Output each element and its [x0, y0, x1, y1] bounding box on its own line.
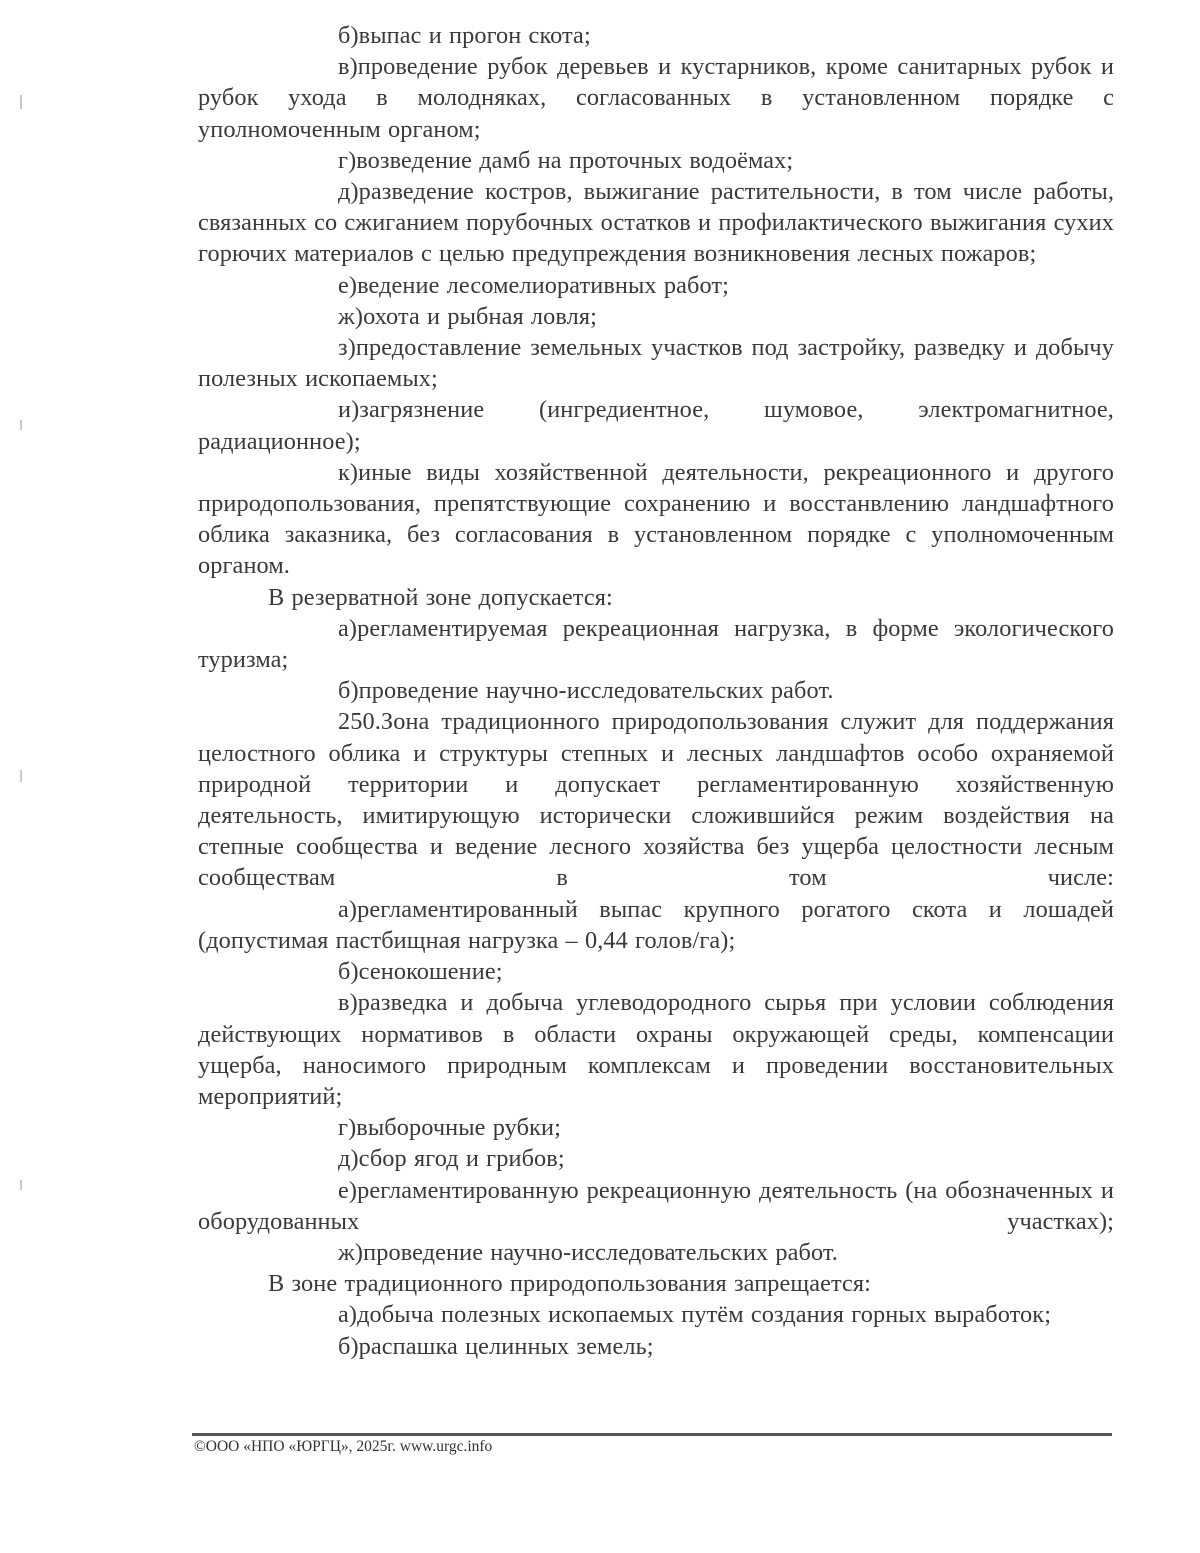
paragraph [198, 1331, 1114, 1362]
list-marker: з) [338, 334, 356, 362]
paragraph-text: распашка целинных земель; [358, 1332, 654, 1360]
paragraph-text: проведение рубок деревьев и кустарников, кроме санитарных рубок и рубок ухода в молодняках, согласованных в установленном порядке с уполномоченным органом; [198, 53, 1114, 143]
list-marker: ж) [338, 302, 364, 330]
paragraph [198, 332, 1114, 394]
paragraph [198, 706, 1114, 893]
list-marker: б) [338, 958, 359, 986]
list-marker: б) [338, 677, 359, 705]
paragraph [198, 145, 1114, 176]
paragraph [198, 457, 1114, 582]
paragraph-text: регламентированную рекреационную деятельность (на обозначенных и оборудованных участках); [198, 1176, 1114, 1235]
paragraph-text: предоставление земельных участков под застройку, разведку и добычу полезных ископаемых; [198, 334, 1114, 393]
paragraph-text: выборочные рубки; [356, 1114, 561, 1142]
list-marker: д) [338, 1145, 359, 1173]
list-marker: б) [338, 22, 359, 49]
list-marker: 250. [338, 708, 381, 736]
paragraph [198, 301, 1114, 332]
footer-copyright: ©ООО «НПО «ЮРГЦ», 2025г. www.urgc.info [194, 1438, 493, 1455]
document-body [198, 20, 1114, 1362]
scan-artifact [20, 95, 22, 109]
paragraph-text: возведение дамб на проточных водоёмах; [356, 146, 794, 174]
paragraph [198, 956, 1114, 987]
paragraph-text: регламентированный выпас крупного рогатого скота и лошадей (допустимая пастбищная нагрузка – 0,44 голов/га); [198, 895, 1114, 954]
scan-artifact [20, 770, 22, 782]
list-marker: е) [338, 1176, 358, 1204]
paragraph [198, 51, 1114, 145]
paragraph-text: выпас и прогон скота; [358, 22, 591, 49]
paragraph-text: сенокошение; [358, 958, 503, 986]
paragraph-text: проведение научно-исследовательских работ. [363, 1238, 838, 1266]
paragraph-text: Зона традиционного природопользования служит для поддержания целостного облика и структуры степных и лесных ландшафтов особо охраняемой природной территории и допускает регламентированную хозяйственную деятельность, имитирующую исторически сложившийся режим воздействия на степные сообщества и ведение лесного хозяйства без ущерба целостности лесным сообществам в том числе: [198, 708, 1114, 892]
paragraph-text: охота и рыбная ловля; [363, 302, 597, 330]
paragraph [198, 20, 1114, 51]
paragraph [198, 613, 1114, 675]
paragraph [198, 1175, 1114, 1237]
list-marker: а) [338, 614, 358, 642]
list-marker: д) [338, 178, 359, 206]
scan-artifact [20, 1180, 22, 1190]
paragraph-text: регламентируемая рекреационная нагрузка, в форме экологического туризма; [198, 614, 1114, 674]
paragraph-text: сбор ягод и грибов; [358, 1145, 565, 1173]
scan-artifact [20, 420, 22, 430]
paragraph [198, 270, 1114, 301]
list-marker: а) [338, 895, 358, 923]
paragraph [198, 987, 1114, 1112]
paragraph-text: В резерватной зоне допускается: [268, 583, 613, 611]
list-marker: а) [338, 1301, 358, 1329]
paragraph-text: проведение научно-исследовательских работ. [358, 677, 834, 705]
paragraph [198, 582, 1114, 613]
list-marker: в) [338, 53, 358, 81]
paragraph-text: ведение лесомелиоративных работ; [357, 271, 729, 299]
list-marker: и) [338, 396, 360, 424]
paragraph-text: загрязнение (ингредиентное, шумовое, электромагнитное, радиационное); [198, 396, 1114, 455]
paragraph [198, 394, 1114, 456]
paragraph [198, 1237, 1114, 1268]
paragraph [198, 1112, 1114, 1143]
list-marker: г) [338, 1114, 357, 1142]
list-marker: к) [338, 458, 359, 486]
paragraph [198, 675, 1114, 706]
list-marker: е) [338, 271, 358, 299]
list-marker: в) [338, 989, 358, 1017]
footer-divider [192, 1433, 1112, 1436]
paragraph [198, 1299, 1114, 1330]
paragraph [198, 176, 1114, 270]
list-marker: ж) [338, 1238, 364, 1266]
paragraph-text: добыча полезных ископаемых путём создания горных выработок; [357, 1301, 1052, 1329]
paragraph-text: разведка и добыча углеводородного сырья при условии соблюдения действующих нормативов в области охраны окружающей среды, компенсации ущерба, наносимого природным комплексам и проведении восстановительных мероприятий; [198, 989, 1114, 1110]
paragraph-text: иные виды хозяйственной деятельности, рекреационного и другого природопользования, препятствующие сохранению и восстанвлению ландшафтного облика заказника, без согласования в установленном порядке с уполномоченным органом. [198, 458, 1114, 580]
paragraph [198, 1268, 1114, 1299]
paragraph-text: разведение костров, выжигание растительности, в том числе работы, связанных со сжиганием порубочных остатков и профилактического выжигания сухих горючих материалов с целью предупреждения возникновения лесных пожаров; [198, 178, 1114, 268]
paragraph [198, 894, 1114, 956]
paragraph-text: В зоне традиционного природопользования запрещается: [268, 1270, 872, 1298]
list-marker: г) [338, 146, 357, 174]
paragraph [198, 1143, 1114, 1174]
list-marker: б) [338, 1332, 359, 1360]
